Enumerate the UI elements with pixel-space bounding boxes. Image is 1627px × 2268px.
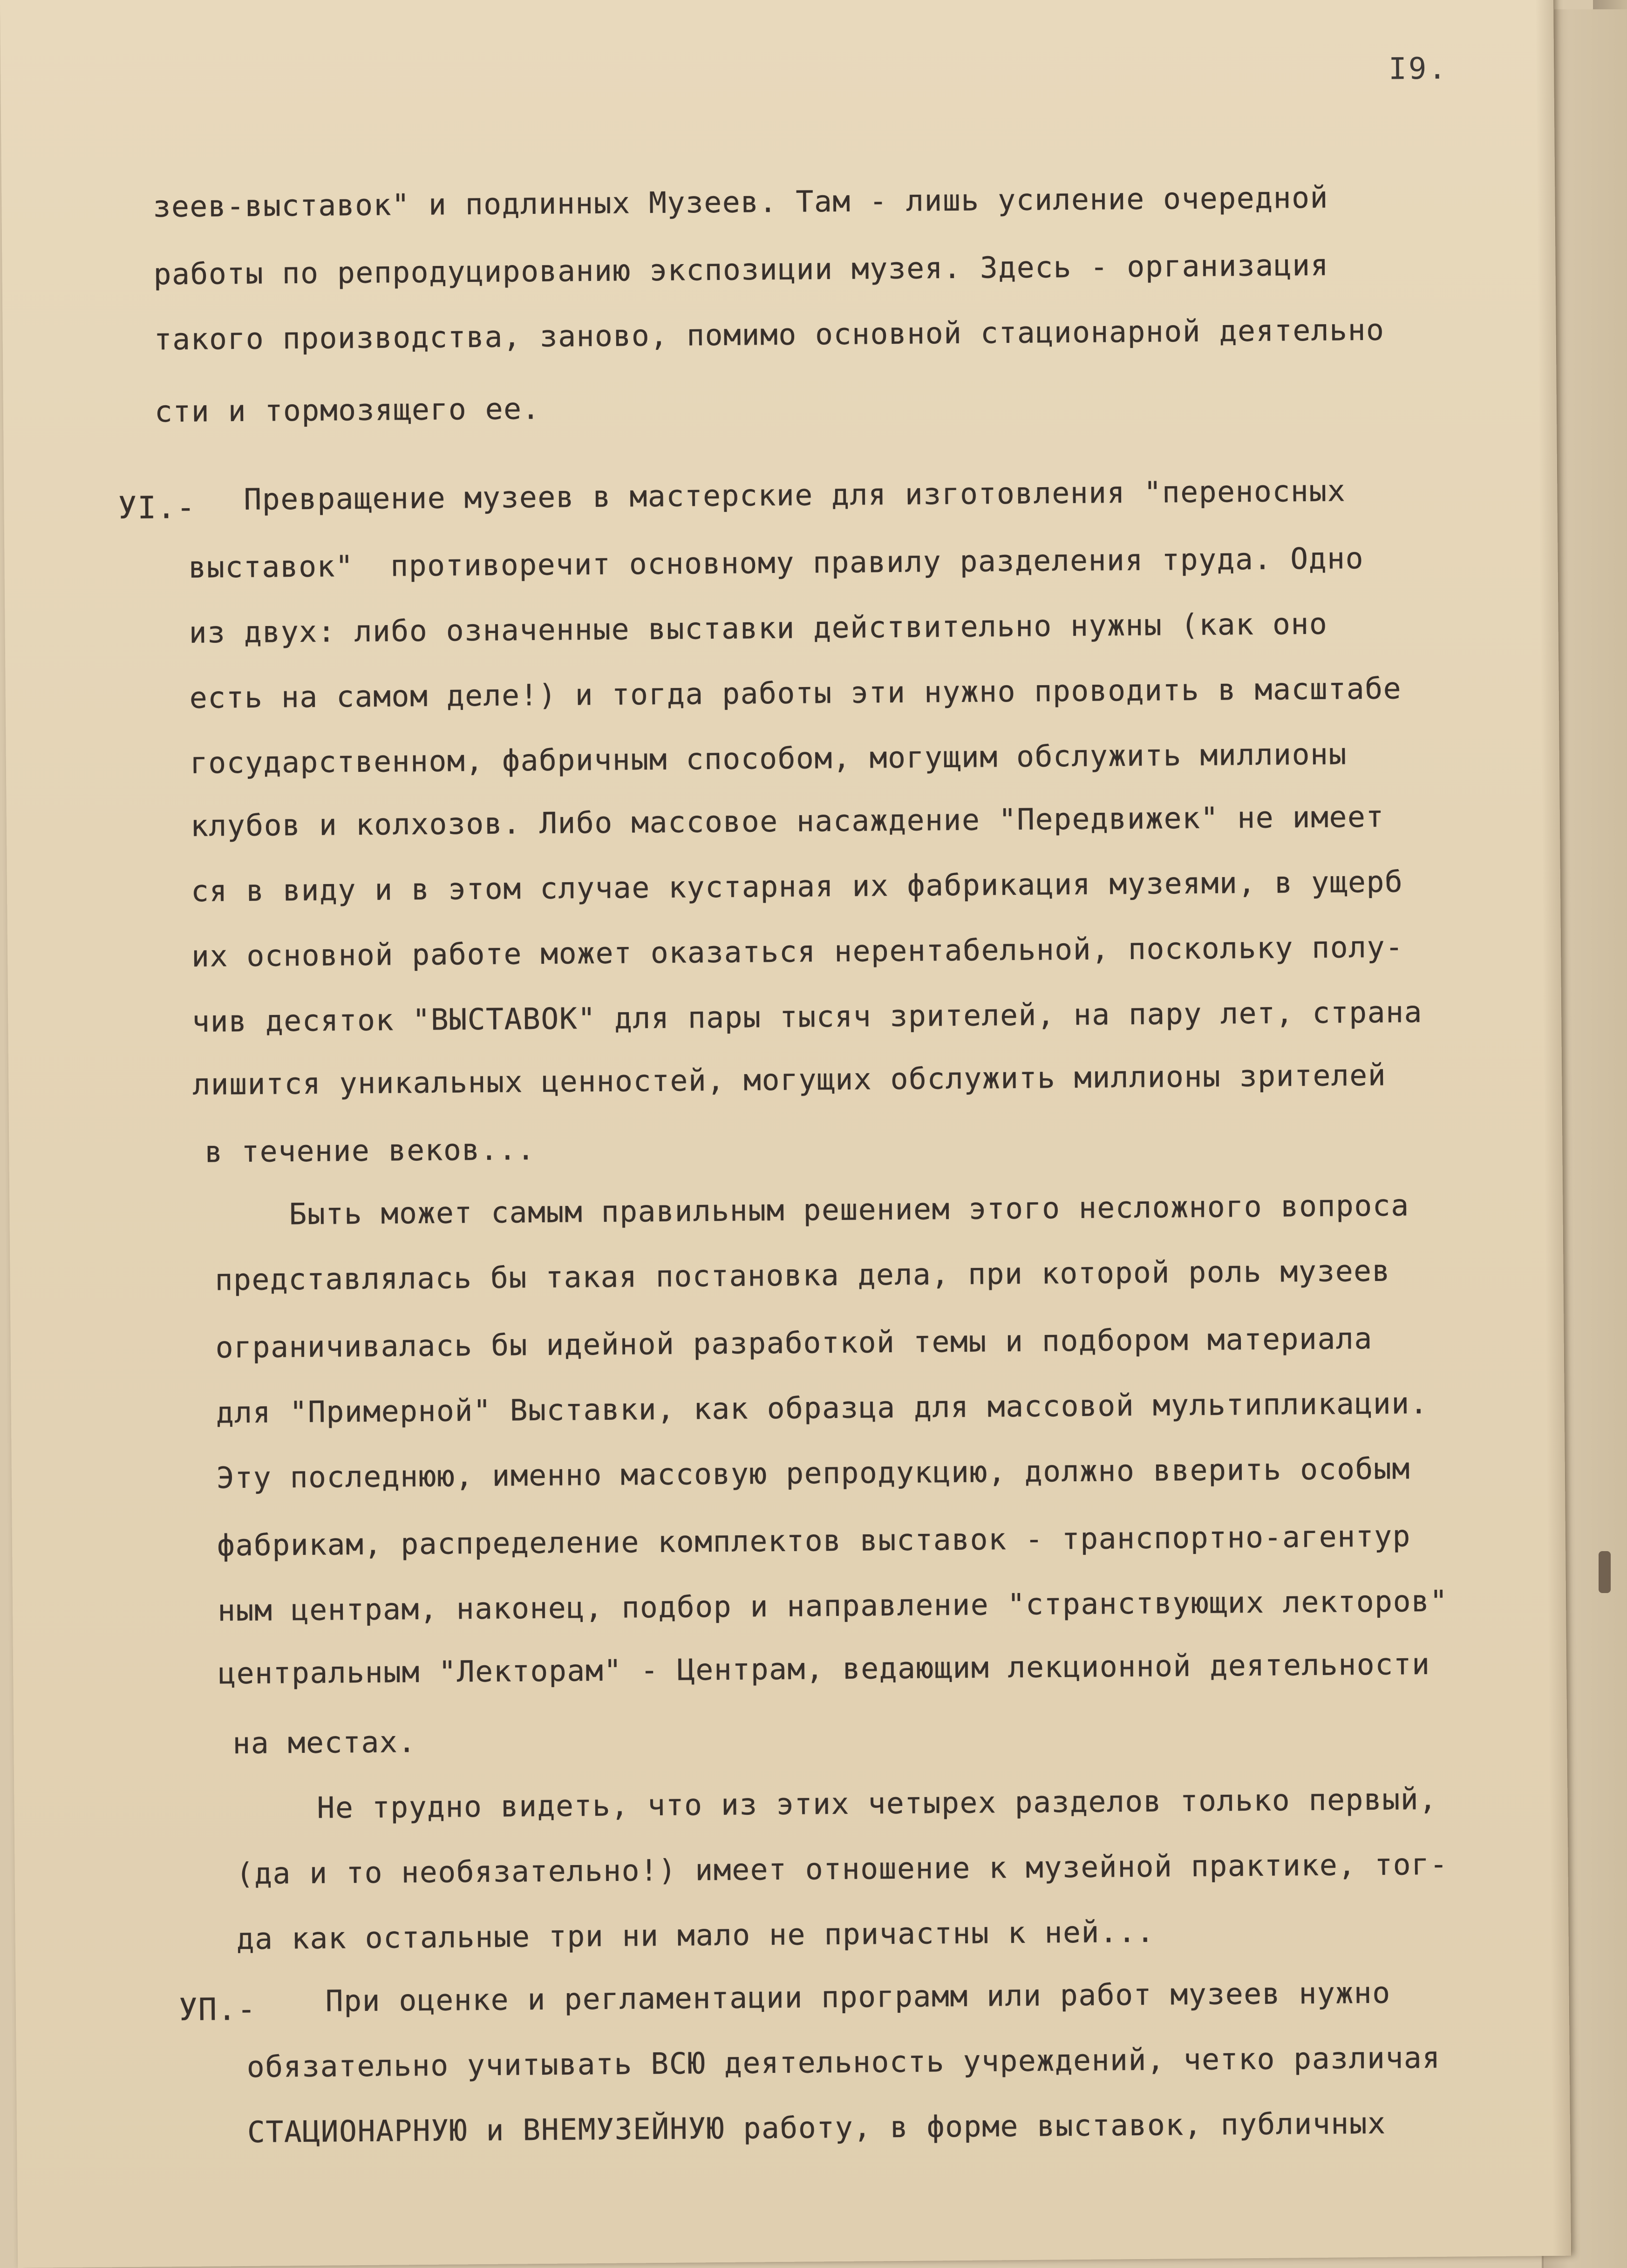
text-line: ным центрам, наконец, подбор и направление "странствующих лекторов" [217, 1584, 1449, 1628]
section-marker-vi: УI.- [118, 489, 196, 526]
text-line: ся в виду и в этом случае кустарная их фабрикация музеями, в ущерб [191, 865, 1403, 908]
text-line: их основной работе может оказаться нерентабельной, поскольку полу- [191, 930, 1404, 974]
text-line: да как остальные три ни мало не причастны к ней... [236, 1914, 1155, 1956]
text-line: для "Примерной" Выставки, как образца для массовой мультипликации. [216, 1386, 1429, 1430]
text-line: есть на самом деле!) и тогда работы эти нужно проводить в масштабе [189, 671, 1402, 715]
text-line: такого производства, заново, помимо основной стационарной деятельно [154, 313, 1385, 357]
text-line: обязательно учитывать ВСЮ деятельность учреждений, четко различая [246, 2040, 1441, 2084]
text-line: Быть может самым правильным решением этого несложного вопроса [289, 1188, 1409, 1232]
text-line: на местах. [232, 1725, 416, 1761]
text-line: При оценке и регламентации программ или работ музеев нужно [325, 1975, 1391, 2018]
text-line: фабрикам, распределение комплектов выставок - транспортно-агентур [217, 1519, 1411, 1563]
text-line: сти и тормозящего ее. [154, 391, 541, 429]
text-line: Эту последнюю, именно массовую репродукцию, должно вверить особым [216, 1451, 1411, 1495]
text-line: из двух: либо означенные выставки действительно нужны (как оно [189, 606, 1328, 650]
text-line: государственном, фабричным способом, могущим обслужить миллионы [190, 737, 1348, 780]
text-line: чив десяток "ВЫСТАВОК" для пары тысяч зрителей, на пару лет, страна [191, 995, 1423, 1039]
text-line: представлялась бы такая постановка дела, при которой роль музеев [215, 1253, 1391, 1297]
text-line: лишится уникальных ценностей, могущих обслужить миллионы зрителей [192, 1058, 1387, 1102]
text-line: работы по репродуцированию экспозиции музея. Здесь - организация [153, 248, 1329, 292]
text-line: Превращение музеев в мастерские для изготовления "переносных [244, 474, 1346, 517]
text-line: ограничивалась бы идейной разработкой темы и подбором материала [215, 1321, 1373, 1365]
binding-mark [1599, 1551, 1611, 1593]
text-line: СТАЦИОНАРНУЮ и ВНЕМУЗЕЙНУЮ работу, в форме выставок, публичных [247, 2106, 1386, 2149]
text-line: в течение веков... [204, 1132, 536, 1169]
text-line: зеев-выставок" и подлинных Музеев. Там - лишь усиление очередной [153, 180, 1329, 224]
text-line: Не трудно видеть, что из этих четырех разделов только первый, [317, 1782, 1437, 1825]
text-line: выставок" противоречит основному правилу разделения труда. Одно [188, 541, 1364, 585]
page-number: I9. [1388, 51, 1449, 87]
text-line: клубов и колхозов. Либо массовое насаждение "Передвижек" не имеет [190, 799, 1385, 843]
text-line: центральным "Лекторам" - Центрам, ведающим лекционной деятельности [218, 1647, 1430, 1691]
text-line: (да и то необязательно!) имеет отношение к музейной практике, тог- [236, 1847, 1449, 1891]
section-marker-vii: УП.- [178, 1991, 257, 2028]
